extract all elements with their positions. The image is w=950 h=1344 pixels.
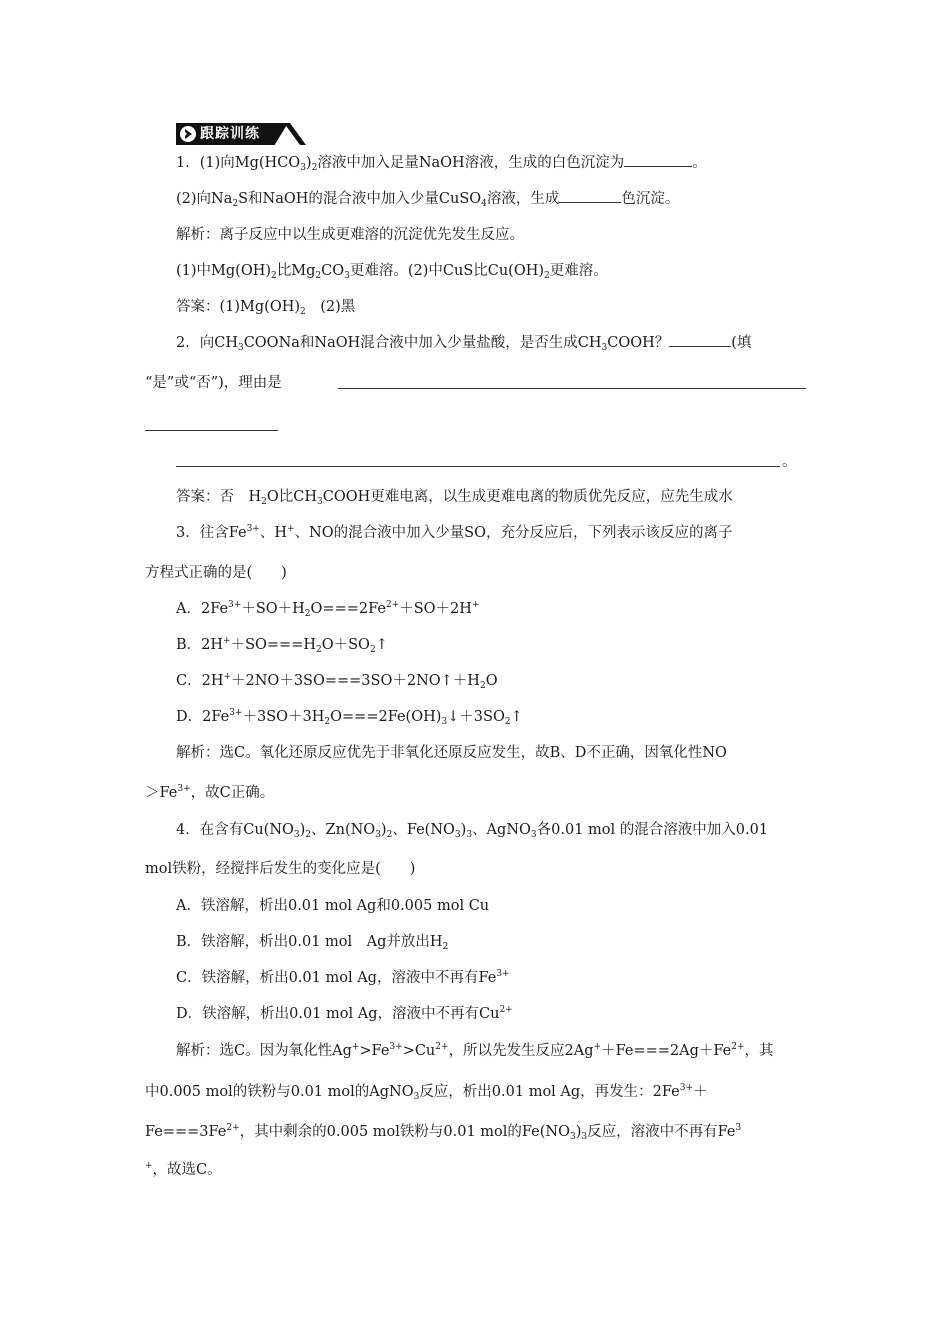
q4-analysis-1: 解析：选C。因为氧化性$Ag^+>Fe^{3+}>Cu^{2+}$，所以先发生反应$2Ag^++Fe===2Ag+Fe^{2+}$，其 [176, 1042, 774, 1059]
q2-answer: 答案：否 $H_2O$比$CH_3COOH$更难电离，以生成更难电离的物质优先反应，应先生成水 [176, 489, 733, 507]
badge-label: 跟踪训练 [200, 126, 260, 142]
answer-blank [669, 334, 731, 347]
answer-line [176, 466, 780, 467]
q3-line-2: 方程式正确的是( ) [145, 565, 287, 581]
q3-option-a: A．$2Fe^{3+}+SO+H_2O===2Fe^{2+}+SO+2H^+$ [176, 600, 480, 619]
answer-blank [624, 154, 692, 167]
answer-blank [559, 190, 621, 203]
q3-analysis-1: 解析：选C。氧化还原反应优先于非氧化还原反应发生，故B、D不正确，因氧化性NO [176, 745, 727, 761]
q1-line-2: (2)向$Na_2S$和NaOH的混合液中加入少量CuSO$_4$溶液，生成 色沉淀。 [176, 191, 680, 209]
q3-option-c: C．$2H^++2NO+3SO===3SO+2NO↑+H_2O$ [176, 672, 498, 691]
q3-option-d: D．$2Fe^{3+}+3SO+3H_2O===2Fe(OH)_3↓+3SO_2↑$ [176, 708, 523, 727]
answer-line [338, 388, 806, 389]
q3-option-b: B．$2H^++SO===H_2O+SO_2↑$ [176, 636, 388, 655]
q2-line-1: 2．向$CH_3COONa$和NaOH混合液中加入少量盐酸，是否生成$CH_3COOH$？ (填 [176, 335, 752, 353]
q4-analysis-2: 中0.005 mol的铁粉与0.01 mol的AgNO$_3$反应，析出0.01 mol Ag，再发生：$2Fe^{3+}+$ [145, 1083, 708, 1102]
q4-analysis-3: $Fe===3Fe^{2+}$，其中剩余的0.005 mol铁粉与0.01 mol的$Fe(NO_3)_3$反应，溶液中不再有Fe$^3$ [145, 1123, 742, 1142]
q4-line-1: 4．在含有$Cu(NO_3)_2$、$Zn(NO_3)_2$、$Fe(NO_3)_3$、AgNO$_3$各0.01 mol 的混合溶液中加入0.01 [176, 822, 769, 840]
q3-line-1: 3．往含$Fe^{3+}$、H+、NO的混合液中加入少量SO，充分反应后，下列表示该反应的离子 [176, 524, 733, 541]
q2-line-2: “是”或“否”)，理由是 [145, 375, 282, 391]
q1-analysis-detail: (1)中$Mg(OH)_2$比$Mg_2CO_3$更难溶。(2)中CuS比$Cu(OH)_2$更难溶。 [176, 263, 608, 281]
section-badge [176, 123, 306, 145]
q1-line-1: 1．(1)向$Mg(HCO_3)_2$溶液中加入足量NaOH溶液，生成的白色沉淀为 。 [176, 155, 707, 173]
q3-analysis-2: $>Fe^{3+}$，故C正确。 [145, 784, 275, 801]
q4-option-b: B．铁溶解，析出0.01 mol Ag并放出$H_2$ [176, 934, 449, 952]
q1-answer: 答案：$(1)Mg(OH)_2$ (2)黑 [176, 299, 356, 317]
badge-stripe-icon [276, 123, 306, 145]
q1-analysis: 解析：离子反应中以生成更难溶的沉淀优先发生反应。 [176, 227, 524, 243]
play-arrow-icon [180, 126, 196, 142]
q4-line-2: mol铁粉，经搅拌后发生的变化应是( ) [145, 861, 416, 877]
q2-line-end: 。 [782, 454, 797, 470]
q4-option-c: C．铁溶解，析出0.01 mol Ag，溶液中不再有$Fe^{3+}$ [176, 969, 510, 986]
q4-option-a: A．铁溶解，析出0.01 mol Ag和0.005 mol Cu [176, 898, 490, 914]
answer-line [145, 430, 278, 431]
q4-option-d: D．铁溶解，析出0.01 mol Ag，溶液中不再有$Cu^{2+}$ [176, 1005, 513, 1022]
q4-analysis-4: +，故选C。 [145, 1161, 222, 1178]
